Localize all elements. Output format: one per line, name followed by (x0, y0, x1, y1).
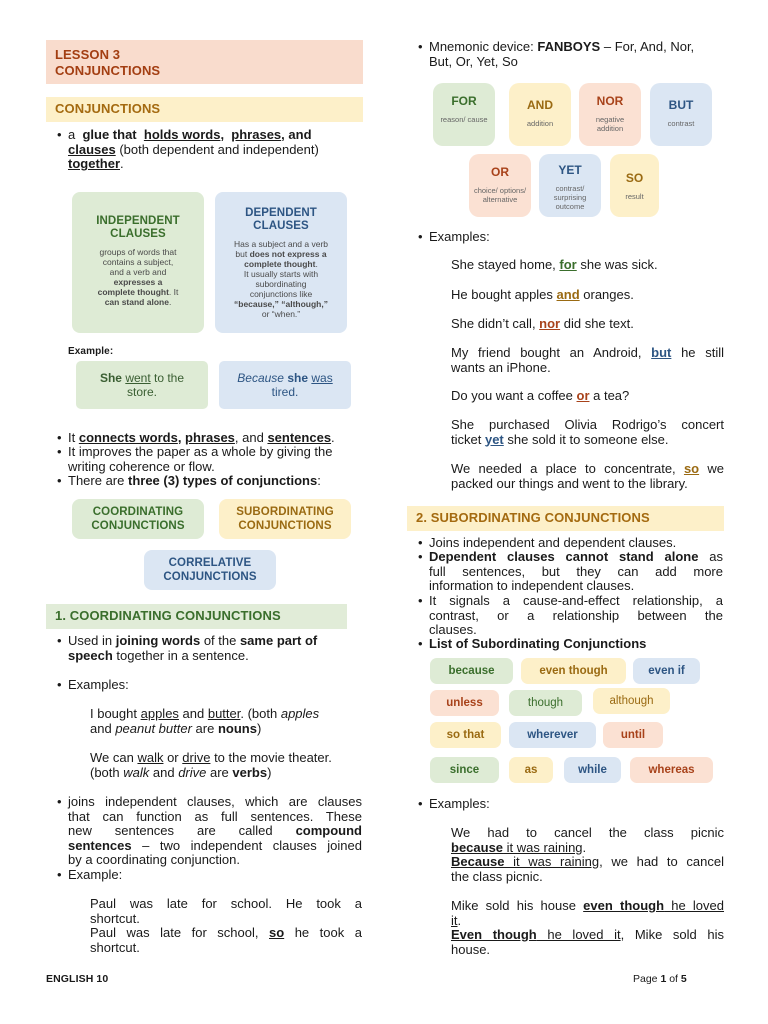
fanboys-for-card: FOR reason/ cause (433, 83, 495, 146)
compound-sentences-bullet: • joins independent clauses, which are clauses that can function as full sentences. These new sentences are called compound sentences – two independent clauses joined by a coordinating conjunction. (57, 794, 362, 867)
sub-conj-unless: unless (430, 690, 499, 716)
picnic-example: We had to cancel the class picnic because it was raining. Because it was raining, we had to cancel the class picnic. (451, 825, 724, 884)
section-conjunctions: CONJUNCTIONS (46, 97, 363, 122)
three-types-bullet: • There are three (3) types of conjunctions: (57, 473, 321, 488)
connects-bullet: • It connects words, phrases, and sentences. (57, 430, 335, 445)
sub-conj-while: while (564, 757, 621, 783)
sub-conj-until: until (603, 722, 663, 748)
fanboys-so-card: SO result (610, 154, 659, 217)
sub-conj-though: though (509, 690, 582, 716)
coordinating-example-nouns: I bought apples and butter. (both apples and peanut butter are nouns) (90, 706, 320, 736)
sub-conj-since: since (430, 757, 499, 783)
footer-page-number: Page 1 of 5 (633, 973, 687, 985)
independent-clauses-card: INDEPENDENT CLAUSES groups of words that contains a subject, and a verb and expresses a complete thought. It can stand alone. (72, 192, 204, 333)
correlative-type-card: CORRELATIVE CONJUNCTIONS (144, 550, 276, 590)
lesson-header (46, 40, 363, 84)
definition-bullet: • a glue that holds words, phrases, and clauses (both dependent and independent) together. (57, 127, 319, 171)
sub-conj-as: as (509, 757, 553, 783)
coherence-bullet: • It improves the paper as a whole by giving the writing coherence or flow. (57, 444, 333, 474)
coordinating-definition-bullet: • Used in joining words of the same part of speech together in a sentence. (57, 633, 318, 663)
example-or: Do you want a coffee or a tea? (451, 388, 630, 403)
example-dependent-clause: Because she was tired. (219, 361, 351, 409)
sub-conj-so-that: so that (430, 722, 501, 748)
signals-bullet: • It signals a cause-and-effect relationship, a contrast, or a relationship between the clauses. (418, 593, 723, 637)
sub-conj-because: because (430, 658, 513, 684)
section-subordinating: 2. SUBORDINATING CONJUNCTIONS (407, 506, 724, 531)
mnemonic-bullet: • Mnemonic device: FANBOYS – For, And, Nor, But, Or, Yet, So (418, 39, 695, 69)
example-so: We needed a place to concentrate, so we packed our things and went to the library. (451, 461, 724, 491)
house-example: Mike sold his house even though he loved it. Even though he loved it, Mike sold his house. (451, 898, 725, 957)
fanboys-examples-bullet: • Examples: (418, 229, 490, 244)
paul-example: Paul was late for school. He took a shortcut. Paul was late for school, so he took a shortcut. (90, 896, 362, 955)
sub-conj-although: although (593, 688, 670, 714)
fanboys-yet-card: YET contrast/ surprising outcome (539, 154, 601, 217)
lesson-title: CONJUNCTIONS (55, 63, 161, 79)
example-but: My friend bought an Android, but he still wants an iPhone. (451, 345, 724, 375)
example-and: He bought apples and oranges. (451, 287, 634, 302)
fanboys-and-card: AND addition (509, 83, 571, 146)
dependent-clauses-card: DEPENDENT CLAUSES Has a subject and a verb but does not express a complete thought. It usually starts with subordinating conjunctions like “because,” “although,” or “when.” (215, 192, 347, 333)
coordinating-type-card: COORDINATING CONJUNCTIONS (72, 499, 204, 539)
example-for: She stayed home, for she was sick. (451, 257, 658, 272)
fanboys-nor-card: NOR negative addition (579, 83, 641, 146)
lesson-number: LESSON 3 (55, 47, 121, 62)
sub-conj-wherever: wherever (509, 722, 596, 748)
subordinating-examples-bullet: • Examples: (418, 796, 490, 811)
coordinating-example-bullet: • Example: (57, 867, 123, 882)
sub-conj-even-though: even though (521, 658, 626, 684)
dependent-clauses-bullet: • Dependent clauses cannot stand alone as full sentences, but they can add more information to independent clauses. (418, 549, 723, 593)
footer-course: ENGLISH 10 (46, 973, 109, 985)
sub-conj-even-if: even if (633, 658, 700, 684)
subordinating-type-card: SUBORDINATING CONJUNCTIONS (219, 499, 351, 539)
example-yet: She purchased Olivia Rodrigo’s concert ticket yet she sold it to someone else. (451, 417, 724, 447)
subordinating-joins-bullet: • Joins independent and dependent clauses. (418, 535, 677, 550)
example-label: Example: (68, 346, 114, 357)
example-nor: She didn’t call, nor did she text. (451, 316, 634, 331)
fanboys-but-card: BUT contrast (650, 83, 712, 146)
example-independent-clause: She went to the store. (76, 361, 208, 409)
list-subordinating-bullet: • List of Subordinating Conjunctions (418, 636, 647, 651)
section-coordinating: 1. COORDINATING CONJUNCTIONS (46, 604, 347, 629)
coordinating-example-verbs: We can walk or drive to the movie theater. (both walk and drive are verbs) (90, 750, 332, 780)
coordinating-examples-bullet: • Examples: (57, 677, 129, 692)
fanboys-or-card: OR choice/ options/ alternative (469, 154, 531, 217)
sub-conj-whereas: whereas (630, 757, 713, 783)
